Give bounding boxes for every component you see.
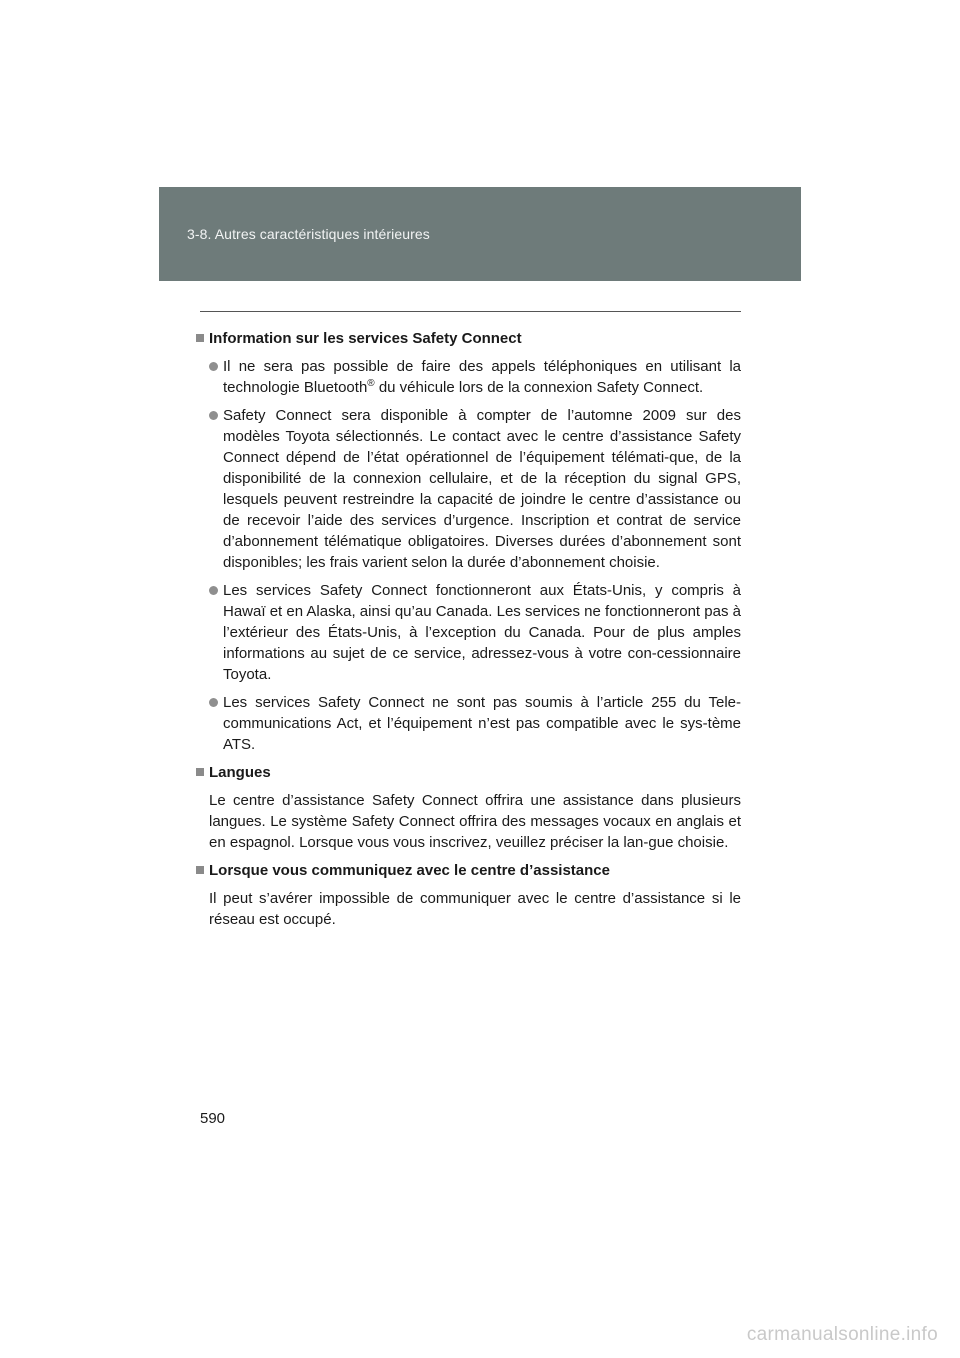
section-heading-text: Lorsque vous communiquez avec le centre d’assistance [209,862,610,879]
square-bullet-icon [196,866,204,874]
chapter-title: 3-8. Autres caractéristiques intérieures [187,226,430,242]
watermark: carmanualsonline.info [746,1324,938,1345]
section-heading-text: Langues [209,764,271,781]
section-heading-langues [196,762,741,783]
circle-bullet-icon [209,698,218,707]
list-item-text: Safety Connect sera disponible à compter de l’automne 2009 sur des modèles Toyota sélectionnés. Le contact avec le centre d’assistance Safety Connect dépend de l’état opérationnel de l’équipement télémati-que, de la disponibilité de la connexion cellulaire, et de la réception du signal GPS, lesquels peuvent restreindre la capacité de joindre le centre d’assistance ou de recevoir l’aide des services d’urgence. Inscription et contrat de service d’abonnement télématique obligatoires. Diverses durées d’abonnement sont disponibles; les frais varient selon la durée d’abonnement choisie. [223,407,741,571]
list-item [209,405,741,573]
circle-bullet-icon [209,411,218,420]
circle-bullet-icon [209,586,218,595]
list-item [209,580,741,685]
section-body-assistance: Il peut s’avérer impossible de communiquer avec le centre d’assistance si le réseau est occupé. [209,890,741,928]
section-body-langues: Le centre d’assistance Safety Connect offrira une assistance dans plusieurs langues. Le système Safety Connect offrira des messages vocaux en anglais et en espagnol. Lorsque vous vous inscrivez, veuillez préciser la lan-gue choisie. [209,792,741,851]
chapter-header-band [159,187,801,281]
list-item-text: Les services Safety Connect ne sont pas soumis à l’article 255 du Tele-communications Act, et l’équipement n’est pas compatible avec le sys-tème ATS. [223,694,741,753]
registered-mark: ® [367,378,375,389]
list-item-text-part: du véhicule lors de la connexion Safety Connect. [374,379,704,396]
section-heading-info [196,328,741,349]
list-item [209,356,741,398]
square-bullet-icon [196,334,204,342]
list-item-text [223,356,741,398]
page-content [196,328,741,937]
section-divider [200,311,741,312]
section-heading-assistance [196,860,741,881]
square-bullet-icon [196,768,204,776]
list-item-text-part: Il ne sera pas possible de faire des appels téléphoniques en utilisant la technologie Bluetooth [223,358,741,396]
page-number: 590 [200,1110,226,1127]
circle-bullet-icon [209,362,218,371]
list-item-text: Les services Safety Connect fonctionneront aux États-Unis, y compris à Hawaï et en Alaska, ainsi qu’au Canada. Les services ne fonctionneront pas à l’extérieur des États-Unis, à l’exception du Canada. Pour de plus amples informations au sujet de ce service, adressez-vous à votre con-cessionnaire Toyota. [223,582,741,683]
list-item [209,692,741,755]
section-heading-text: Information sur les services Safety Connect [209,330,522,347]
